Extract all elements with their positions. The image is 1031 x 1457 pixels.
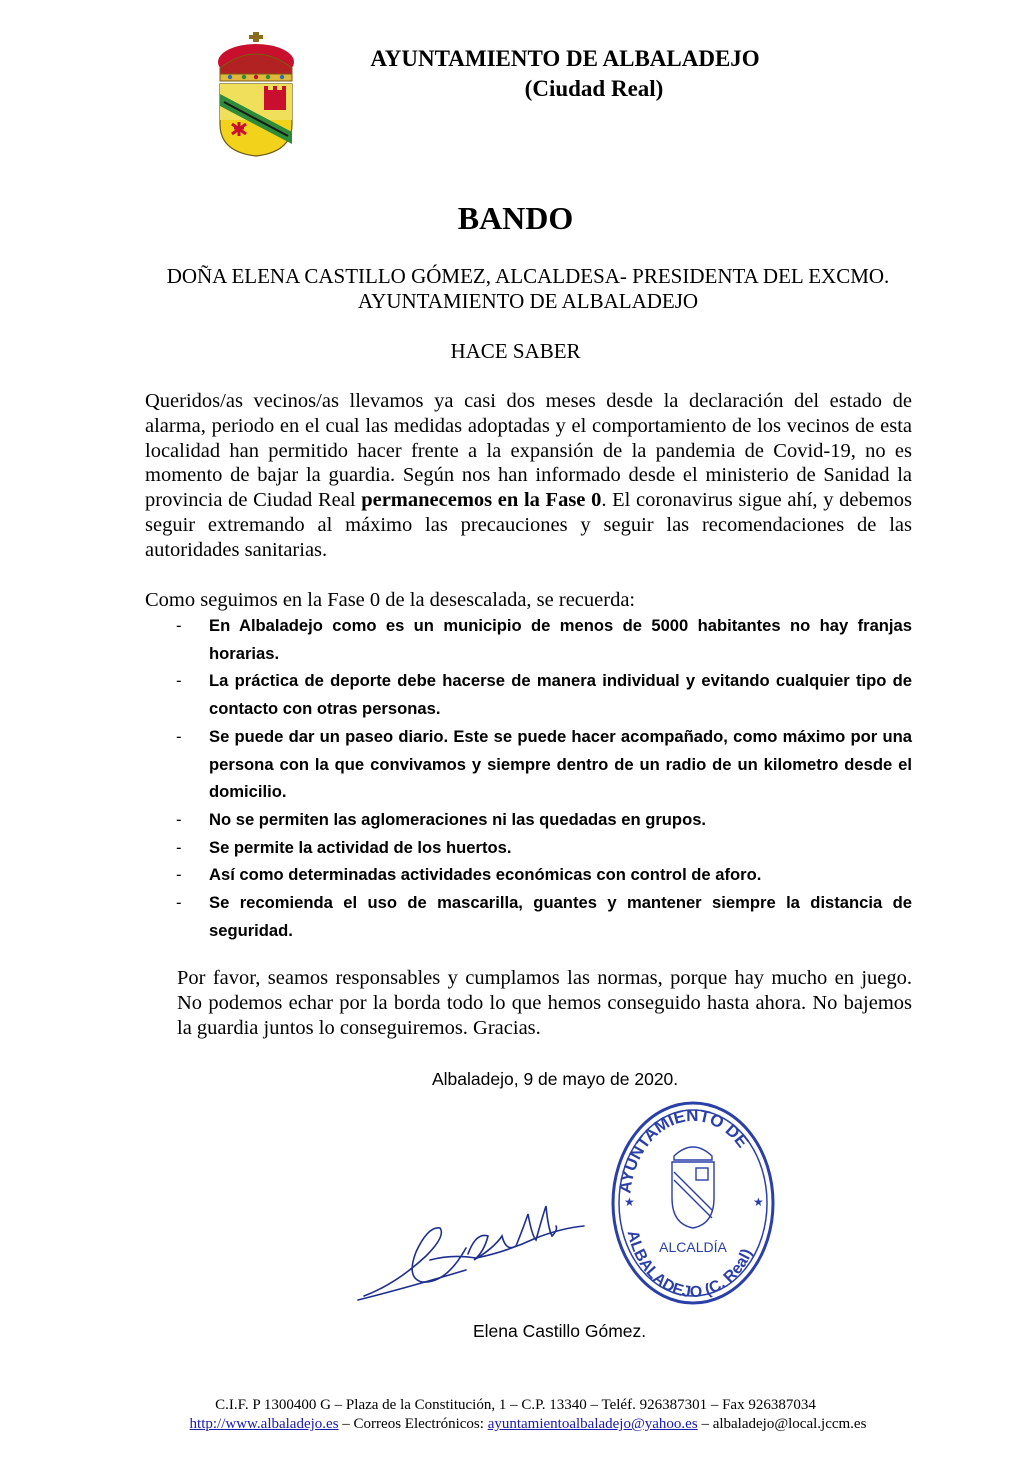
list-item-text: Se puede dar un paseo diario. Este se puede hacer acompañado, como máximo por una persona con la que convivamos y siempre dentro de un radio de un kilometro desde el domicilio. (209, 726, 912, 802)
paragraph-1-bold: permanecemos en la Fase 0 (361, 489, 602, 512)
list-item (176, 612, 912, 667)
signer-name: Elena Castillo Gómez. (473, 1321, 647, 1341)
list-item (176, 889, 912, 944)
seal-center-text: ALCALDÍA (659, 1239, 727, 1255)
hace-saber-heading: HACE SABER (450, 339, 581, 363)
emails-label: – Correos Electrónicos: (338, 1416, 488, 1432)
list-item (176, 667, 912, 722)
paragraph-1-text-b: . El coronavirus sigue ahí, y debemos seguir extremando al máximo las precauciones y seguir las recomendaciones de las autoridades sanitarias. (145, 489, 912, 561)
paragraph-1 (145, 389, 912, 563)
official-seal (608, 1098, 778, 1308)
svg-text:★: ★ (753, 1195, 764, 1209)
list-item-text: Así como determinadas actividades económicas con control de aforo. (209, 865, 762, 885)
list-item (176, 834, 912, 862)
bullet-dash: - (176, 893, 182, 913)
list-item (176, 806, 912, 834)
svg-text:ALBALADEJO (C. Real): ALBALADEJO (C. Real) (623, 1228, 757, 1302)
document-title: BANDO (457, 200, 574, 236)
paragraph-1-text-a: Queridos/as vecinos/as llevamos ya casi dos meses desde la declaración del estado de alarma, periodo en el cual las medidas adoptadas y el comportamiento de los vecinos de esta localidad han permitido hacer frente a la expansión de la pandemia de Covid-19, no es momento de bajar la guardia. Según nos han informado desde el ministerio de Sanidad la provincia de Ciudad Real (145, 390, 912, 512)
bullet-dash: - (176, 726, 182, 746)
list-item-text: La práctica de deporte debe hacerse de manera individual y evitando cualquier tipo de contacto con otras personas. (209, 671, 912, 719)
document-date: Albaladejo, 9 de mayo de 2020. (432, 1069, 679, 1089)
measures-list (176, 612, 912, 944)
bullet-dash: - (176, 865, 182, 885)
bullet-dash: - (176, 616, 182, 635)
list-item (176, 723, 912, 806)
svg-text:AYUNTAMIENTO DE: AYUNTAMIENTO DE (615, 1105, 753, 1195)
coat-of-arms-logo (214, 32, 298, 158)
bullet-dash: - (176, 809, 182, 829)
handwritten-signature (356, 1196, 590, 1306)
list-item-text: Se recomienda el uso de mascarilla, guantes y mantener siempre la distancia de seguridad. (209, 893, 912, 940)
footer-links (0, 1416, 1031, 1433)
website-link[interactable]: http://www.albaladejo.es (189, 1416, 339, 1432)
bullet-dash: - (176, 837, 182, 857)
svg-text:★: ★ (624, 1195, 635, 1209)
list-item-text: Se permite la actividad de los huertos. (209, 837, 512, 857)
list-item-text: En Albaladejo como es un municipio de menos de 5000 habitantes no hay franjas horarias. (209, 616, 912, 663)
mayor-heading (120, 264, 936, 314)
bullet-dash: - (176, 671, 182, 691)
email-link[interactable]: ayuntamientoalbaladejo@yahoo.es (487, 1416, 698, 1432)
footer-contact: C.I.F. P 1300400 G – Plaza de la Constitución, 1 – C.P. 13340 – Teléf. 926387301 – Fax 926387034 (215, 1397, 816, 1413)
list-item-text: No se permiten las aglomeraciones ni las quedadas en grupos. (209, 809, 707, 829)
list-item (176, 861, 912, 889)
document-header (300, 44, 830, 104)
organization-province: (Ciudad Real) (524, 76, 664, 101)
mayor-line-2: AYUNTAMIENTO DE ALBALADEJO (357, 289, 699, 313)
organization-name: AYUNTAMIENTO DE ALBALADEJO (370, 46, 760, 71)
measures-intro: Como seguimos en la Fase 0 de la desescalada, se recuerda: (145, 589, 636, 611)
paragraph-2: Por favor, seamos responsables y cumplamos las normas, porque hay mucho en juego. No podemos echar por la borda todo lo que hemos conseguido hasta ahora. No bajemos la guardia juntos lo conseguiremos. Gracias. (177, 967, 912, 1039)
mayor-line-1: DOÑA ELENA CASTILLO GÓMEZ, ALCALDESA- PRESIDENTA DEL EXCMO. (166, 264, 890, 288)
email-2: – albaladejo@local.jccm.es (697, 1416, 867, 1432)
